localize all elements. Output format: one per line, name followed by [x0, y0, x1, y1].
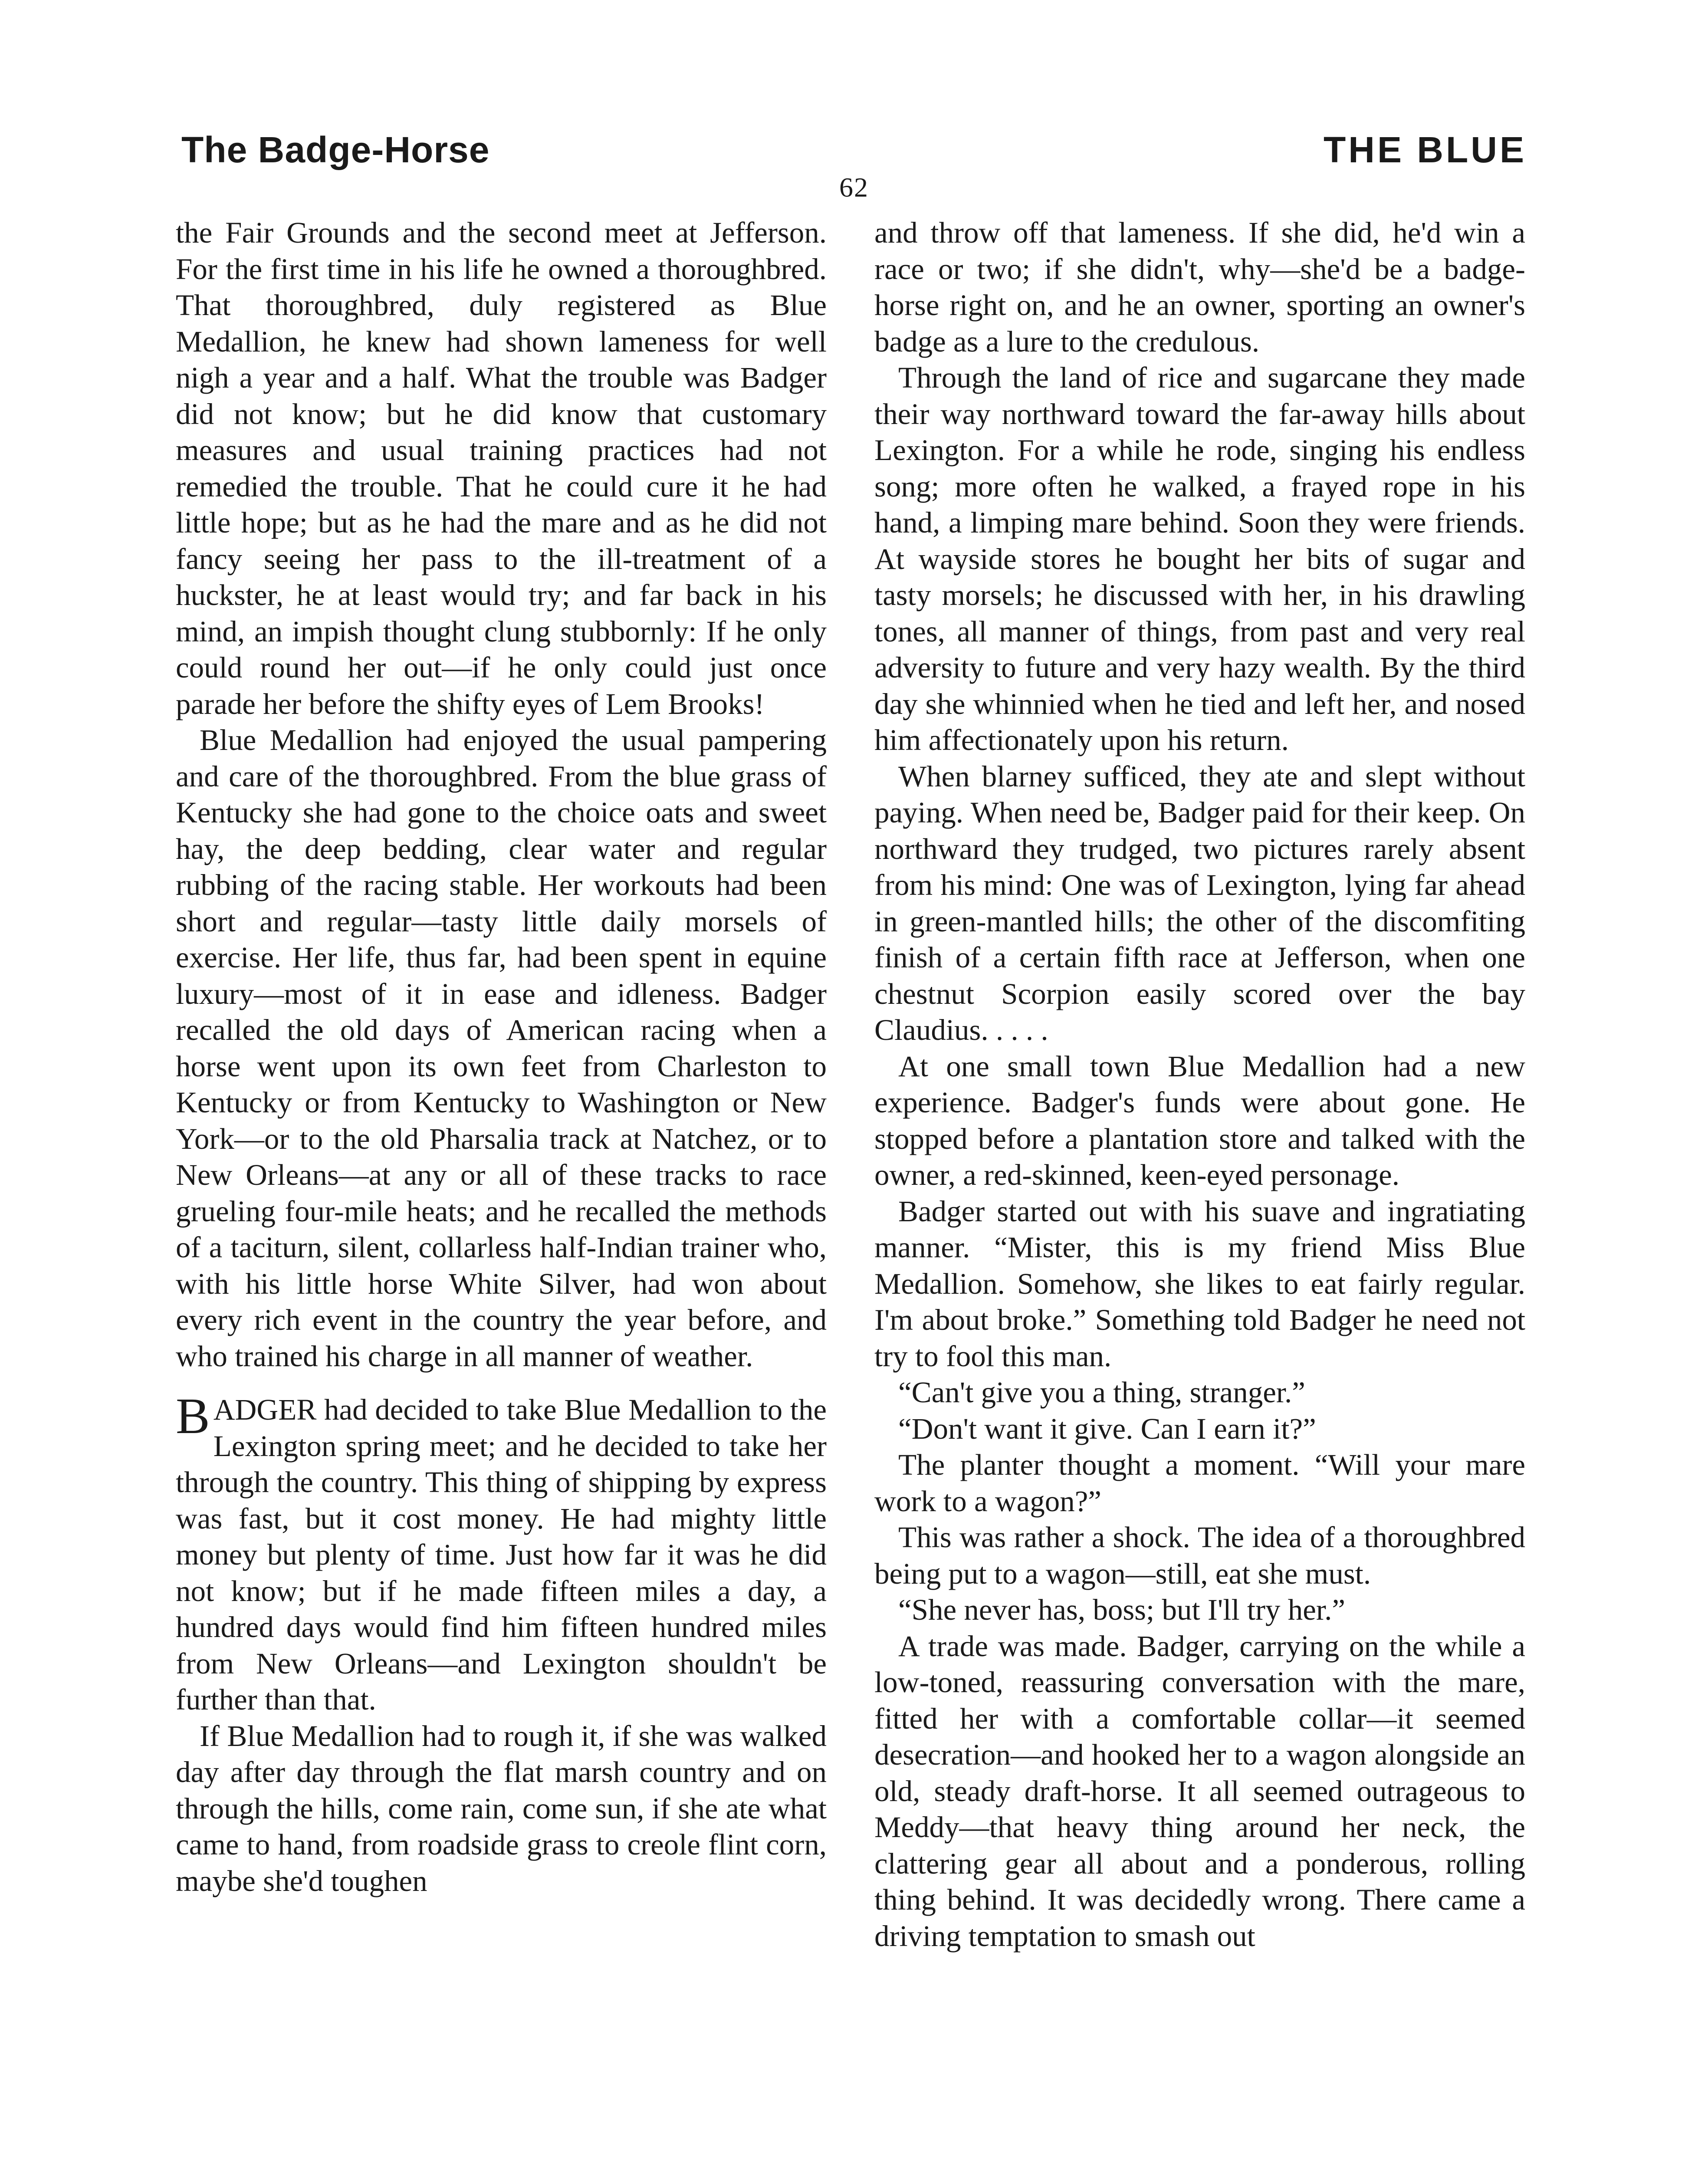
right-column: [874, 215, 1525, 1954]
paragraph: the Fair Grounds and the second meet at Jefferson. For the first time in his life he owned a thoroughbred. That thoroughbred, duly registered as Blue Medallion, he knew had shown lameness for well nigh a year and a half. What the trouble was Badger did not know; but he did know that customary measures and usual training practices had not remedied the trouble. That he could cure it he had little hope; but as he had the mare and as he did not fancy seeing her pass to the ill-treatment of a huckster, he at least would try; and far back in his mind, an impish thought clung stubbornly: If he only could round her out—if he only could just once parade her before the shifty eyes of Lem Brooks!: [176, 216, 827, 720]
magazine-title: THE BLUE: [1324, 129, 1527, 170]
dialogue-line: “Can't give you a thing, stranger.”: [898, 1376, 1305, 1409]
paragraph: Through the land of rice and sugarcane they made their way northward toward the far-away hills about Lexington. For a while he rode, singing his endless song; more often he walked, a frayed rope in his hand, a limping mare behind. Soon they were friends. At wayside stores he bought her bits of sugar and tasty morsels; he discussed with her, in his drawling tones, all manner of things, from past and very real adversity to future and very hazy wealth. By the third day she whinnied when he tied and left her, and nosed him affectionately upon his return.: [874, 361, 1525, 756]
story-title: The Badge-Horse: [181, 129, 490, 170]
paragraph: This was rather a shock. The idea of a thoroughbred being put to a wagon—still, eat she must.: [874, 1521, 1525, 1590]
paragraph: At one small town Blue Medallion had a new experience. Badger's funds were about gone. He stopped before a plantation store and talked with the owner, a red-skinned, keen-eyed personage.: [874, 1049, 1525, 1191]
paragraph: The planter thought a moment. “Will your mare work to a wagon?”: [874, 1448, 1525, 1518]
paragraph: When blarney sufficed, they ate and slept without paying. When need be, Badger paid for their keep. On northward they trudged, two pictures rarely absent from his mind: One was of Lexington, lying far ahead in green-mantled hills; the other of the discomfiting finish of a certain fifth race at Jefferson, when one chestnut Scorpion easily scored over the bay Claudius. . . . .: [874, 760, 1525, 1046]
paragraph: Badger started out with his suave and ingratiating manner. “Mister, this is my friend Miss Blue Medallion. Somehow, she likes to eat fairly regular. I'm about broke.” Something told Badger he need not try to fool this man.: [874, 1194, 1525, 1373]
dialogue-line: “Don't want it give. Can I earn it?”: [898, 1412, 1316, 1445]
paragraph: Blue Medallion had enjoyed the usual pampering and care of the thoroughbred. From the blue grass of Kentucky she had gone to the choice oats and sweet hay, the deep bedding, clear water and regular rubbing of the racing stable. Her workouts had been short and regular—tasty little daily morsels of exercise. Her life, thus far, had been spent in equine luxury—most of it in ease and idleness. Badger recalled the old days of American racing when a horse went upon its own feet from Charleston to Kentucky or from Kentucky to Washington or New York—or to the old Pharsalia track at Natchez, or to New Orleans—at any or all of these tracks to race grueling four-mile heats; and he recalled the methods of a taciturn, silent, collarless half-Indian trainer who, with his little horse White Silver, had won about every rich event in the country the year before, and who trained his charge in all manner of weather.: [176, 723, 827, 1373]
paragraph: If Blue Medallion had to rough it, if she was walked day after day through the flat marsh country and on through the hills, come rain, come sun, if she ate what came to hand, from roadside grass to creole flint corn, maybe she'd toughen: [176, 1719, 827, 1897]
dialogue-line: “She never has, boss; but I'll try her.”: [898, 1593, 1345, 1626]
paragraph: A trade was made. Badger, carrying on the while a low-toned, reassuring conversation with the mare, fitted her with a comfortable collar—it seemed desecration—and hooked her to a wagon alongside an old, steady draft-horse. It all seemed outrageous to Meddy—that heavy thing around her neck, the clattering gear all about and a ponderous, rolling thing behind. It was decidedly wrong. There came a driving temptation to smash out: [874, 1629, 1525, 1953]
left-column: [176, 215, 827, 1899]
paragraph: and throw off that lameness. If she did, he'd win a race or two; if she didn't, why—she'd be a badge-horse right on, and he an owner, sporting an owner's badge as a lure to the credulous.: [874, 216, 1525, 358]
paragraph-drop-cap: BADGER had decided to take Blue Medallion to the Lexington spring meet; and he decided to take her through the country. This thing of shipping by express was fast, but it cost money. He had mighty little money but plenty of time. Just how far it was he did not know; but if he made fifteen miles a day, a hundred days would find him fifteen hundred miles from New Orleans—and Lexington shouldn't be further than that.: [176, 1387, 827, 1716]
page-number: 62: [839, 172, 869, 203]
